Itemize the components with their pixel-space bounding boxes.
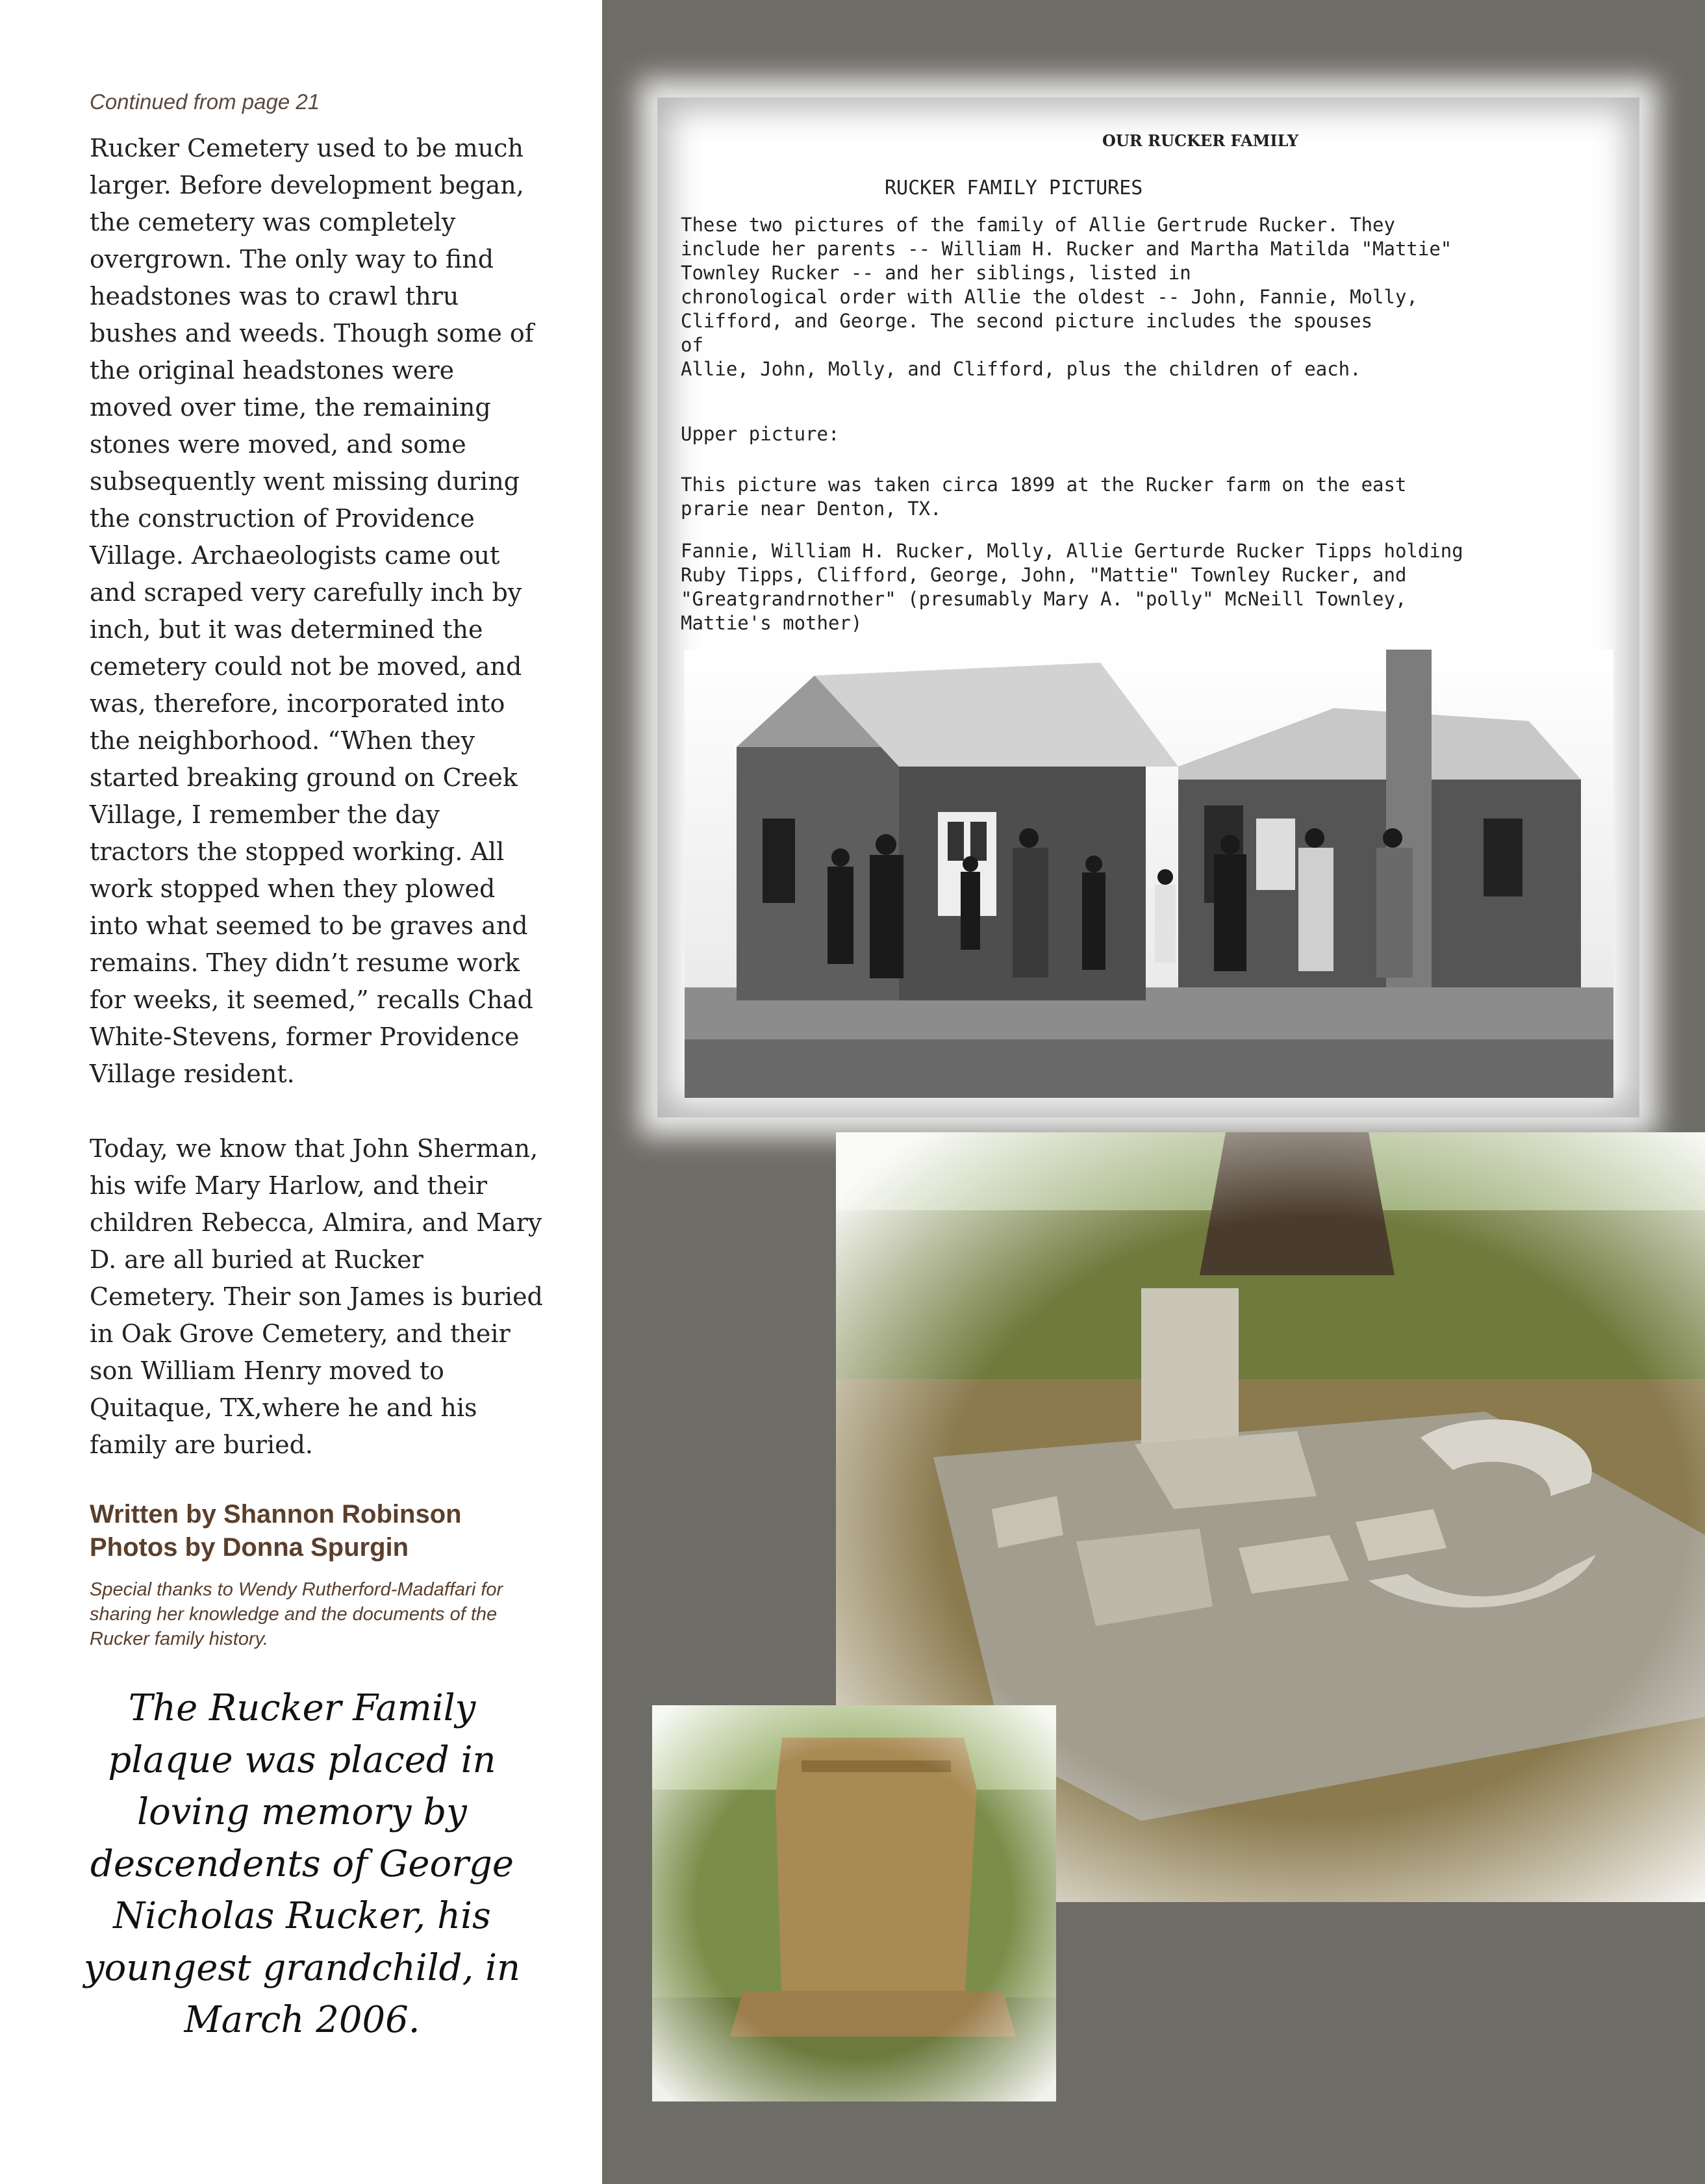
- headstone-photo-vignette: [652, 1705, 1056, 2101]
- author-credit: Written by Shannon Robinson: [90, 1500, 462, 1529]
- family-farmhouse-photo: [685, 650, 1613, 1098]
- document-heading: OUR RUCKER FAMILY: [1102, 131, 1299, 150]
- document-taken: This picture was taken circa 1899 at the Rucker farm on the east prarie near Denton, TX.: [681, 474, 1407, 520]
- special-thanks: Special thanks to Wendy Rutherford-Madaffari for sharing her knowledge and the documents of the Rucker family history.: [90, 1579, 503, 1649]
- document-intro: These two pictures of the family of Allie Gertrude Rucker. They include her parents -- William H. Rucker and Martha Matilda "Mattie" Townley Rucker -- and her siblings, listed in chronological order with Allie the oldest -- John, Fannie, Molly, Clifford, and George. The second picture includes the spouses of Allie, John, Molly, and Clifford, plus the children of each.: [681, 214, 1452, 380]
- family-document-photo: [657, 97, 1639, 1117]
- photo-credit: Photos by Donna Spurgin: [90, 1533, 409, 1562]
- headstone-photo: [652, 1705, 1056, 2101]
- plaque-note: The Rucker Family plaque was placed in loving memory by descendents of George Nicholas Rucker, his youngest grandchild, in March 2006.: [83, 1687, 521, 2041]
- document-upper-label: Upper picture:: [681, 423, 840, 445]
- continued-note: Continued from page 21: [90, 90, 320, 114]
- credits: [90, 1498, 570, 1564]
- document-names: Fannie, William H. Rucker, Molly, Allie Gerturde Rucker Tipps holding Ruby Tipps, Clifford, George, John, "Mattie" Townley Rucker, and "Greatgrandrnother" (presumably Mary A. "polly" McNeill Townley, Mattie's mother): [681, 540, 1463, 634]
- article-column: [0, 0, 602, 2184]
- document-title: RUCKER FAMILY PICTURES: [885, 177, 1143, 199]
- article-paragraph-2: Today, we know that John Sherman, his wife Mary Harlow, and their children Rebecca, Almira, and Mary D. are all buried at Rucker Cemetery. Their son James is buried in Oak Grove Cemetery, and their son William Henry moved to Quitaque, TX,where he and his family are buried.: [90, 1134, 543, 1459]
- article-paragraph-1: Rucker Cemetery used to be much larger. Before development began, the cemetery was completely overgrown. The only way to find headstones was to crawl thru bushes and weeds. Though some of the original headstones were moved over time, the remaining stones were moved, and some subsequently went missing during the construction of Providence Village. Archaeologists came out and scraped very carefully inch by inch, but it was determined the cemetery could not be moved, and was, therefore, incorporated into the neighborhood. “When they started breaking ground on Creek Village, I remember the day tractors the stopped working. All work stopped when they plowed into what seemed to be graves and remains. They didn’t resume work for weeks, it seemed,” recalls Chad White-Stevens, former Providence Village resident.: [90, 134, 534, 1088]
